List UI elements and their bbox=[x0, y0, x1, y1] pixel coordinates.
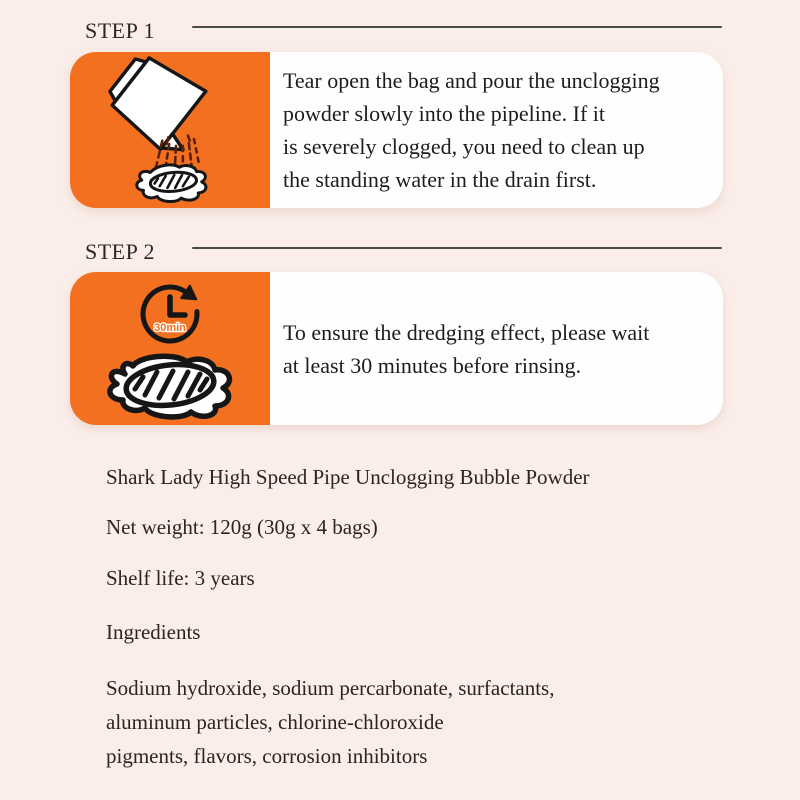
ingredients-line-1: Sodium hydroxide, sodium percarbonate, surfactants, bbox=[106, 676, 555, 700]
ingredients-line-2: aluminum particles, chlorine-chloroxide bbox=[106, 710, 444, 734]
shelf-life: Shelf life: 3 years bbox=[106, 566, 255, 590]
step-1-label: STEP 1 bbox=[85, 18, 156, 43]
ingredients-line-3: pigments, flavors, corrosion inhibitors bbox=[106, 744, 428, 768]
step-2-icon-panel bbox=[70, 272, 270, 425]
net-weight: Net weight: 120g (30g x 4 bags) bbox=[106, 515, 378, 539]
step-2-line-2: at least 30 minutes before rinsing. bbox=[283, 352, 582, 378]
drain-splat bbox=[110, 356, 230, 417]
step-1-line-2: powder slowly into the pipeline. If it bbox=[283, 101, 605, 126]
step-1-instructions bbox=[270, 52, 723, 208]
step-2-line-1: To ensure the dredging effect, please wait bbox=[283, 319, 650, 345]
clock-30min-icon bbox=[143, 285, 197, 340]
drain-splat bbox=[137, 165, 206, 202]
step-2-card bbox=[70, 272, 723, 425]
step-1-card bbox=[70, 52, 723, 208]
clock-30min-label: 30min bbox=[154, 321, 186, 334]
ingredients-list bbox=[106, 671, 726, 773]
ingredients-heading: Ingredients bbox=[106, 620, 201, 644]
step-2-label: STEP 2 bbox=[85, 239, 156, 264]
pouring-bag-icon bbox=[95, 55, 245, 205]
step-1-icon-panel bbox=[70, 52, 270, 208]
product-title: Shark Lady High Speed Pipe Unclogging Bubble Powder bbox=[106, 465, 590, 489]
wait-30min-drain-icon bbox=[95, 274, 245, 424]
step-1-line-3: is severely clogged, you need to clean up bbox=[283, 134, 645, 159]
step-2-instructions bbox=[270, 272, 723, 425]
step-1-divider bbox=[192, 26, 722, 28]
step-1-line-4: the standing water in the drain first. bbox=[283, 167, 597, 192]
step-2-divider bbox=[192, 247, 722, 249]
step-1-line-1: Tear open the bag and pour the unclogging bbox=[283, 68, 660, 93]
product-info-section bbox=[106, 464, 726, 773]
